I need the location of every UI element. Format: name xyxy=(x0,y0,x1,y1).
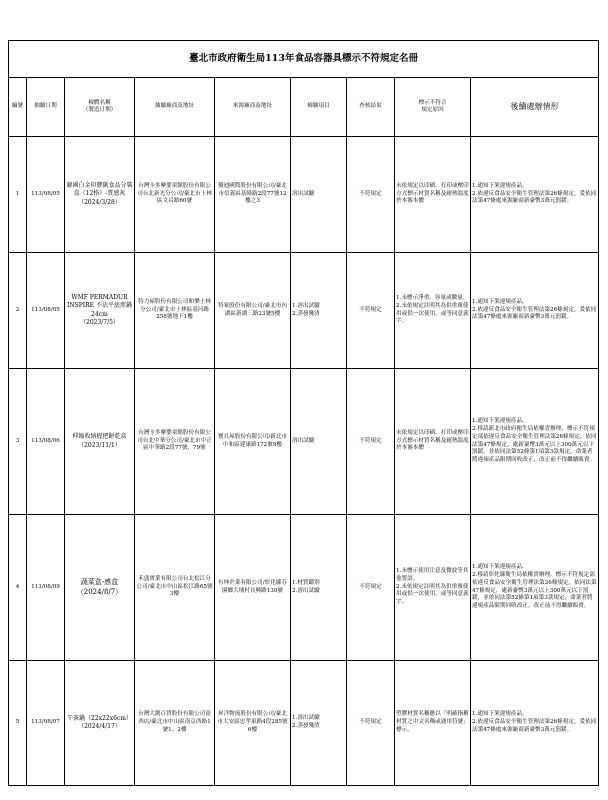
cell-action: 1.通知下架違規產品。 2.依違反食品安全衛生管理法第26條規定，爰依同法第47條處來源廠商新臺幣3萬元罰鍰。 xyxy=(471,661,599,786)
cell-reason: 未依規定以印刷、打印或壓印方式標示材質名稱及耐熱溫度於本審本體 xyxy=(395,369,471,515)
cell-items: 溶出試驗 xyxy=(291,369,347,515)
cell-action: 1.通知下架違規產品。 2.依違反食品安全衛生管理法第26條規定，爰依同法第47條處來源廠商新臺幣3萬元罰鍰。 xyxy=(471,137,599,253)
cell-source: 昇洋物流股份有限公司/臺北市大安區忠孝東路4段285號6樓 xyxy=(215,661,291,786)
cell-result: 不符規定 xyxy=(347,515,395,661)
violation-table xyxy=(8,40,599,786)
cell-product: 午茶鍋（22x22x6cm） （2024/4/17） xyxy=(65,661,135,786)
cell-date: 113/08/06 xyxy=(27,369,65,515)
header-result: 查核結果 xyxy=(347,78,395,137)
cell-items: 1.材質鑑別 2.溶出試驗 xyxy=(291,515,347,661)
cell-product: WMF PERMADUR INSPIRE 不沾平底煎鍋24cm （2023/7/5） xyxy=(65,253,135,369)
cell-product: 伸縮收納握把餅乾盒 （2023/11/1） xyxy=(65,369,135,515)
cell-date: 113/08/05 xyxy=(27,253,65,369)
cell-action: 1.通知下架違規產品。 2.移請彰化縣衛生局依權責辦理，標示不符規定部依違反食品安全衛生管理法第26條規定，依同法第47條規定，處新臺幣3萬元以上300萬元以下罰鍰，並依同法第52條第1項第3款規定，命業者將違規產品限期回收改正，改正前不得繼續販賣。 xyxy=(471,515,599,661)
cell-source: 優迪國際股份有限公司/臺北市信義區基隆路2段77號12樓之3 xyxy=(215,137,291,253)
cell-seller: 禾盛實業有限公司台北松江分公司/臺北市中山區松江路65號3樓 xyxy=(135,515,215,661)
table-row xyxy=(9,369,599,515)
header-action: 後續處辦情形 xyxy=(471,78,599,137)
cell-items: 1.溶出試驗 2.蒸發殘渣 xyxy=(291,661,347,786)
cell-result: 不符規定 xyxy=(347,661,395,786)
table-row xyxy=(9,137,599,253)
cell-source: 寶貝屋股份有限公司/新北市中和區建康路172號9樓 xyxy=(215,369,291,515)
cell-seller: 台灣卡多摩嬰童館股份有限公司台北新光分公司/臺北市士林區文昌路60號 xyxy=(135,137,215,253)
cell-no: 1 xyxy=(9,137,27,253)
cell-no: 3 xyxy=(9,369,27,515)
cell-action: 1.通知下架違規產品。 2.依違反食品安全衛生管理法第26條規定，爰依同法第47條處來源廠商新臺幣3萬元罰鍰。 xyxy=(471,253,599,369)
cell-product: 韓國白金印膠副食品分裝盒（12格）-質感灰 （2024/3/28） xyxy=(65,137,135,253)
header-product: 檢體名稱 （製造日期） xyxy=(65,78,135,137)
cell-action: 1.通知下架違規產品。 2.移請新北市政府衛生局依權責辦理，標示不符規定部依違反食品安全衛生管理法第26條規定，依同法第47條規定，處新臺幣3萬元以上300萬元以下罰鍰，並依同法第52條第1項第3款規定，命業者將違規產品限期回收改正，改正前不得繼續販賣。 xyxy=(471,369,599,515)
cell-reason: 未依規定以印刷、打印或壓印方式標示材質名稱及耐熱溫度於本審本體 xyxy=(395,137,471,253)
cell-no: 2 xyxy=(9,253,27,369)
cell-source: 特家股份有限公司/臺北市內湖區新湖三路23號5樓 xyxy=(215,253,291,369)
cell-seller: 特力屋股份有限公司和樂士林分公司/臺北市士林區基河路258號地下1樓 xyxy=(135,253,215,369)
cell-product: 蔬菜盒-感盒 （2024/8/7） xyxy=(65,515,135,661)
cell-items: 溶出試驗 xyxy=(291,137,347,253)
header-seller: 抽驗廠商及地址 xyxy=(135,78,215,137)
table-row xyxy=(9,661,599,786)
table-row xyxy=(9,253,599,369)
cell-result: 不符規定 xyxy=(347,369,395,515)
cell-items: 1.溶出試驗 2.蒸發殘渣 xyxy=(291,253,347,369)
cell-seller: 台灣卡多摩嬰童館股份有限公司台北中華分公司/臺北市中正區中華路2段77號、79號 xyxy=(135,369,215,515)
cell-reason: 塑膠材質名稱應以「明確指稱材質之中文名稱或通用符號」標示。 xyxy=(395,661,471,786)
table-row xyxy=(9,515,599,661)
header-items: 檢驗項目 xyxy=(291,78,347,137)
cell-result: 不符規定 xyxy=(347,253,395,369)
cell-reason: 1.未標示使用注意及微波等其他警語。 2.未依規定註明其為供重複使用或供一次使用，或等同意義字。 xyxy=(395,515,471,661)
header-reason: 標示不符合 規定原因 xyxy=(395,78,471,137)
header-no: 編號 xyxy=(9,78,27,137)
cell-result: 不符規定 xyxy=(347,137,395,253)
header-date: 抽驗日期 xyxy=(27,78,65,137)
header-row xyxy=(9,78,599,137)
header-source: 來源廠商及地址 xyxy=(215,78,291,137)
cell-date: 113/08/09 xyxy=(27,515,65,661)
cell-source: 有坤企業有限公司/彰化縣芬園鄉大埔村長興路130號 xyxy=(215,515,291,661)
cell-date: 113/08/07 xyxy=(27,661,65,786)
cell-seller: 台灣大創百貨股份有限公司南西店/臺北市中山區南京西路1號1、2樓 xyxy=(135,661,215,786)
cell-no: 4 xyxy=(9,515,27,661)
cell-date: 113/08/05 xyxy=(27,137,65,253)
cell-reason: 1.未標示淨重、容量或數量。 2.未依規定註明其為供重複使用或供一次使用，或等同意義字。 xyxy=(395,253,471,369)
cell-no: 5 xyxy=(9,661,27,786)
document-title: 臺北市政府衛生局113年食品容器具標示不符規定名冊 xyxy=(9,41,599,78)
